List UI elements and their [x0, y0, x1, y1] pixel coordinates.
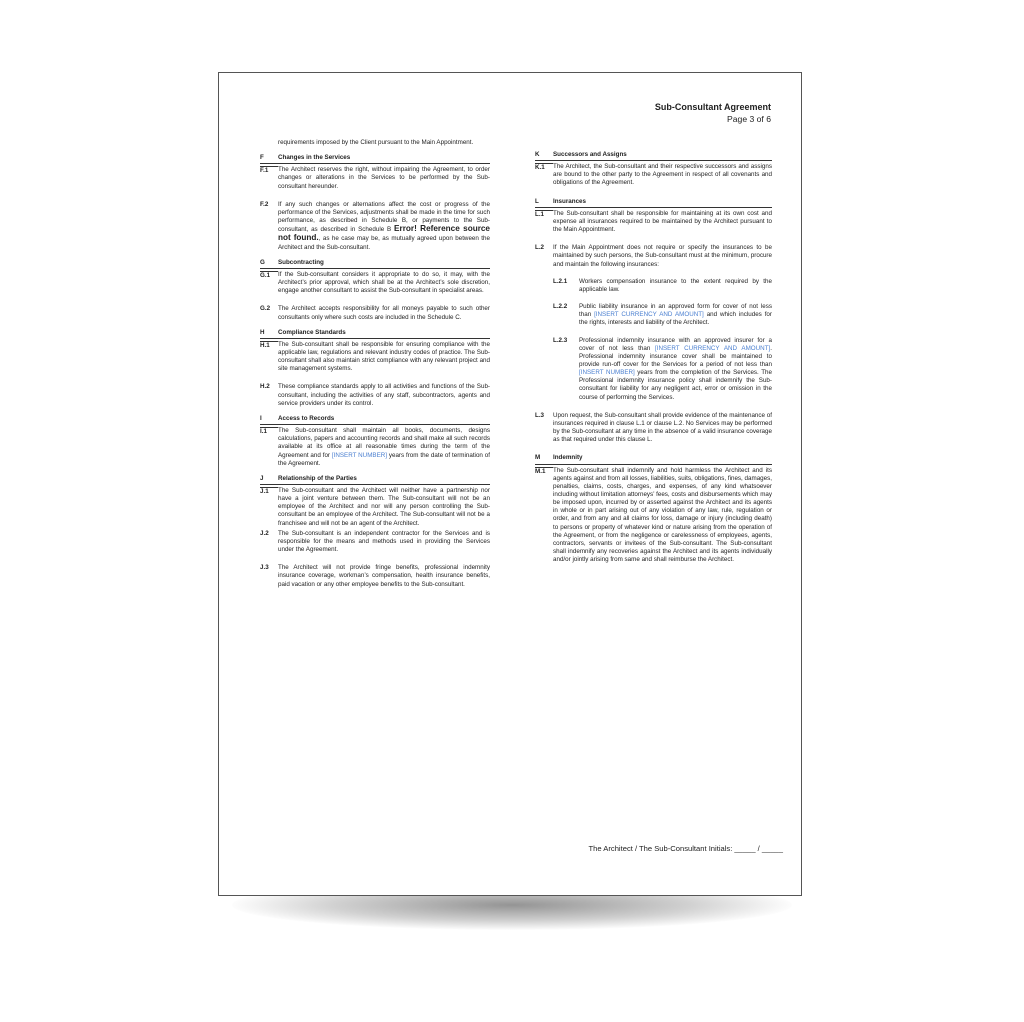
clause-text: These compliance standards apply to all activities and functions of the Sub-consultant, including the activities of any staff, subcontractors, agents and service providers under its control.: [278, 383, 490, 407]
clause-l1: [535, 210, 772, 234]
clause-text: The Architect, the Sub-consultant and their respective successors and assigns are bound to the other party to the Agreement in respect of all covenants and obligations of the Agreement.: [553, 163, 772, 187]
clause-text: If the Main Appointment does not require or specify the insurances to be maintained by such persons, the Sub-consultant must at the minimum, procure and maintain the following insurances:: [553, 244, 772, 268]
section-number: K: [535, 151, 540, 158]
clause-number: K.1: [535, 163, 553, 187]
clause-text: The Architect reserves the right, without impairing the Agreement, to order changes or alterations in the Services to be performed by the Sub-consultant hereunder.: [278, 166, 490, 190]
section-title: Successors and Assigns: [553, 151, 627, 158]
section-number: F: [260, 154, 264, 162]
section-heading-f: [260, 154, 490, 164]
initials-footer: The Architect / The Sub-Consultant Initials: _____ / _____: [588, 844, 783, 853]
clause-text: The Sub-consultant shall be responsible for ensuring compliance with the applicable law, regulations and relevant industry codes of practice. The Sub-consultant shall also maintain strict compliance with any relevant project and site management systems.: [278, 340, 490, 373]
placeholder-field: [INSERT NUMBER]: [331, 451, 387, 459]
clause-number: I.1: [260, 427, 278, 468]
clause-text: If any such changes or alternations affect the cost or progress of the performance of the Services, adjustments shall be made in the time for such performance, as described in Schedule B, or payments to the Sub-consultant, as described in Schedule B Error! Reference source not found., as he case may be, as mutually agreed upon between the Architect and the Sub-consultant.: [278, 200, 490, 251]
section-title: Access to Records: [278, 414, 335, 422]
section-heading-i: [260, 415, 490, 425]
left-column: [260, 139, 490, 589]
clause-l2-2: [535, 303, 772, 327]
section-heading-m: [535, 454, 772, 464]
section-title: Indemnity: [553, 454, 583, 462]
clause-number: H.1: [260, 341, 278, 374]
placeholder-field: [INSERT NUMBER]: [579, 369, 635, 377]
section-title: Compliance Standards: [278, 328, 346, 336]
section-number: M: [535, 454, 541, 462]
clause-number: G.1: [260, 271, 278, 295]
clause-number: M.1: [535, 467, 553, 565]
clause-number: H.2: [260, 383, 270, 391]
clause-g2: [260, 305, 490, 321]
placeholder-field: [INSERT CURRENCY AND AMOUNT]: [655, 344, 771, 352]
clause-l2-3: [535, 337, 772, 402]
section-title: Changes in the Services: [278, 154, 351, 162]
section-number: L: [535, 197, 539, 205]
clause-j2: [260, 530, 490, 554]
clause-j1: [260, 487, 490, 528]
clause-number: L.2.3: [553, 336, 568, 344]
section-title: Subcontracting: [278, 258, 324, 266]
clause-number: L.3: [535, 411, 545, 419]
clause-text: Upon request, the Sub-consultant shall provide evidence of the maintenance of insurances required in clause L.1 or clause L.2. No Services may be performed by the Sub-consultant at any time in the absence of a valid insurance coverage as that required under this clause L.: [553, 411, 772, 444]
clause-h2: [260, 383, 490, 407]
section-heading-g: [260, 259, 490, 269]
clause-text: The Architect will not provide fringe benefits, professional indemnity insurance coverage, workman’s compensation, health insurance benefits, paid vacation or any other employee benefits to the Sub-consultant.: [278, 564, 490, 588]
reference-error: Error! Reference source not found.: [278, 224, 490, 243]
section-heading-h: [260, 329, 490, 339]
clause-number: L.1: [535, 210, 553, 234]
placeholder-field: [INSERT CURRENCY AND AMOUNT]: [594, 311, 704, 319]
section-heading-k: [535, 151, 772, 161]
page-header: [655, 101, 771, 125]
document-title: Sub-Consultant Agreement: [654, 102, 771, 112]
clause-l2-1: [535, 278, 772, 294]
section-number: J: [260, 474, 264, 482]
clause-m1: [535, 467, 772, 565]
clause-number: L.2.2: [553, 303, 568, 311]
clause-text: The Architect accepts responsibility for all moneys payable to such other consultants only where such costs are included in the Schedule C.: [278, 305, 490, 321]
clause-g1: [260, 271, 490, 295]
section-heading-j: [260, 475, 490, 485]
clause-number: L.2: [535, 244, 545, 252]
intro-text: requirements imposed by the Client pursuant to the Main Appointment.: [278, 139, 474, 146]
clause-number: F.2: [260, 200, 269, 208]
clause-text: The Sub-consultant shall be responsible for maintaining at its own cost and expense all insurances required to be maintained by the Architect pursuant to the Main Appointment.: [553, 209, 772, 234]
section-heading-l: [535, 198, 772, 208]
clause-text: Workers compensation insurance to the extent required by the applicable law.: [579, 277, 772, 293]
clause-number: L.2.1: [553, 277, 568, 285]
document-page: [218, 72, 802, 896]
clause-f2: [260, 201, 490, 252]
section-number: H: [260, 328, 265, 336]
clause-j3: [260, 564, 490, 588]
clause-l3: [535, 412, 772, 445]
clause-f1: [260, 166, 490, 190]
section-title: Relationship of the Parties: [278, 474, 357, 482]
clause-l2: [535, 244, 772, 268]
clause-text: The Sub-consultant shall indemnify and hold harmless the Architect and its agents against and from all losses, liabilities, suits, obligations, fines, damages, penalties, claims, costs, charges, and expenses, of any kind whatsoever including without limitation attorneys’ fees, costs and disbursements which may be imposed upon, incurred by or asserted against the Architect and its agents in whole or in part arising out of any violation of any law, rule, regulation or order, and from any and all claims for loss, damage or injury (including death) to persons or property of whatever kind or nature arising from the operation of the Agreement, or from the negligence or carelessness of employees, agents, contractors, servants or invitees of the Sub-consultant. The Sub-consultant shall indemnify any recoveries against the Architect and its agents individually and/or jointly arising from same and shall reimburse the Architect.: [553, 466, 772, 564]
clause-number: J.3: [260, 564, 269, 572]
clause-text: The Sub-consultant and the Architect will neither have a partnership nor have a joint venture between them. The Sub-consultant will not be an employee of the Architect and nor will any person controlling the Sub-consultant be an employee of the Architect. The Sub-consultant will not be a franchisee and will not be an agent of the Architect.: [278, 487, 490, 527]
section-number: G: [260, 258, 265, 266]
clause-number: J.1: [260, 487, 278, 528]
clause-text: Public liability insurance in an approved form for cover of not less than [INSERT CURRENCY AND AMOUNT] and which includes for the rights, interests and liability of the Architect.: [579, 303, 772, 327]
section-number: I: [260, 414, 262, 422]
page-number: Page 3 of 6: [727, 114, 771, 124]
clause-h1: [260, 341, 490, 374]
clause-number: F.1: [260, 166, 278, 190]
clause-text: The Sub-consultant is an independent contractor for the Services and is responsible for the means and methods used in providing the Services under the Agreement.: [278, 529, 490, 554]
right-column: [535, 151, 772, 564]
clause-text: Professional indemnity insurance with an approved insurer for a cover of not less than [INSERT CURRENCY AND AMOUNT]. Professional indemnity insurance cover shall be maintained to provide run-off cover for the Services for a period of not less than [INSERT NUMBER] years from the completion of the Services. The Professional indemnity insurance policy shall indemnify the Sub-consultant for liability for any negligent act, error or omission in the course of performing the Services.: [579, 336, 772, 401]
clause-text: The Sub-consultant shall maintain all books, documents, designs calculations, papers and accounting records and shall make all such records available at its office at all reasonable times during the term of the Agreement and for [INSERT NUMBER] years from the date of termination of the Agreement.: [278, 427, 490, 467]
section-title: Insurances: [553, 197, 587, 205]
clause-number: J.2: [260, 529, 269, 537]
clause-number: G.2: [260, 305, 271, 313]
clause-k1: [535, 163, 772, 187]
clause-i1: [260, 427, 490, 468]
clause-text: If the Sub-consultant considers it appropriate to do so, it may, with the Architect’s prior approval, which shall be at the Architect’s sole discretion, engage another consultant to assist the Sub-consultant in specialist areas.: [278, 270, 490, 295]
